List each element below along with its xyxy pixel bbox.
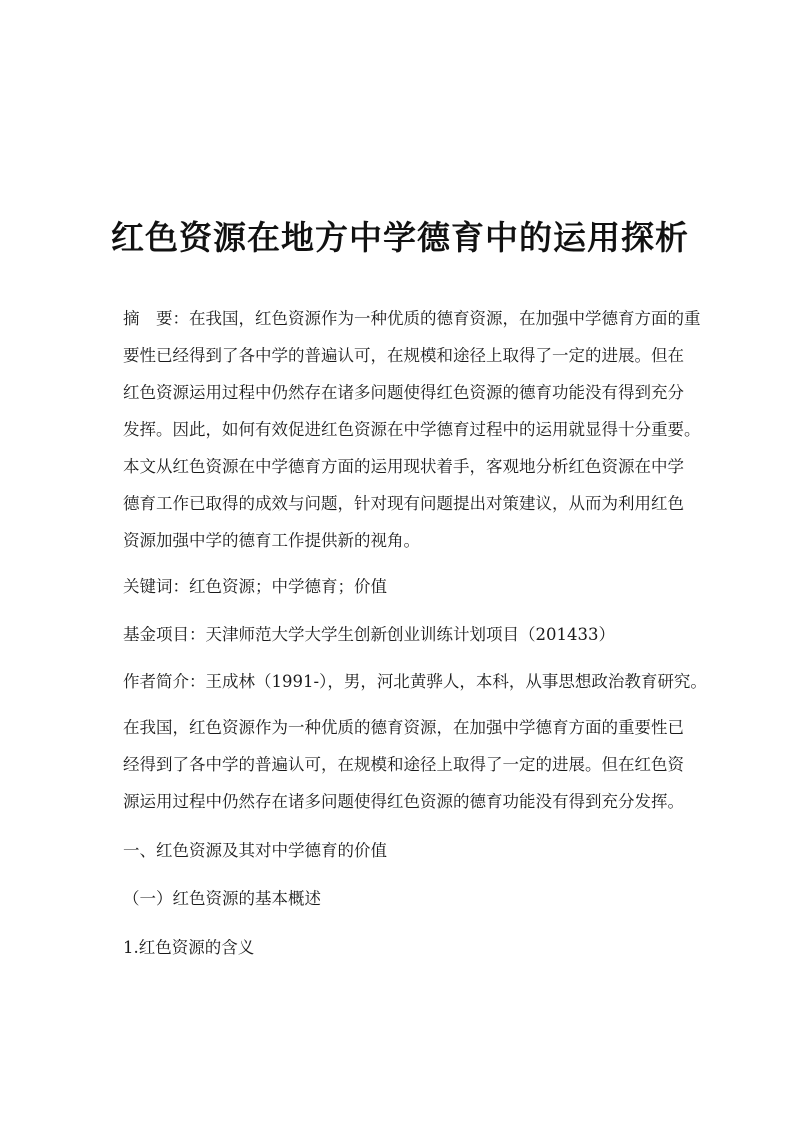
abstract-line-1: 摘 要：在我国，红色资源作为一种优质的德育资源，在加强中学德育方面的重	[123, 309, 701, 328]
abstract-line-6: 德育工作已取得的成效与问题，针对现有问题提出对策建议，从而为利用红色	[123, 494, 684, 513]
abstract-line-4: 发挥。因此，如何有效促进红色资源在中学德育过程中的运用就显得十分重要。	[123, 420, 701, 439]
intro-line-1: 在我国，红色资源作为一种优质的德育资源，在加强中学德育方面的重要性已	[123, 718, 684, 737]
keywords-line: 关键词：红色资源；中学德育；价值	[123, 577, 387, 596]
intro-line-2: 经得到了各中学的普遍认可，在规模和途径上取得了一定的进展。但在红色资	[123, 755, 684, 774]
abstract-line-2: 要性已经得到了各中学的普遍认可，在规模和途径上取得了一定的进展。但在	[123, 346, 684, 365]
abstract-line-7: 资源加强中学的德育工作提供新的视角。	[123, 531, 420, 550]
document-title: 红色资源在地方中学德育中的运用探析	[111, 218, 689, 257]
subsubsection-heading: 1.红色资源的含义	[123, 938, 255, 957]
section-heading-1: 一、红色资源及其对中学德育的价值	[123, 841, 387, 860]
abstract-line-3: 红色资源运用过程中仍然存在诸多问题使得红色资源的德育功能没有得到充分	[123, 383, 684, 402]
abstract-line-5: 本文从红色资源在中学德育方面的运用现状着手，客观地分析红色资源在中学	[123, 457, 684, 476]
fund-line: 基金项目：天津师范大学大学生创新创业训练计划项目（201433）	[123, 625, 615, 644]
author-line: 作者简介：王成林（1991-），男，河北黄骅人，本科，从事思想政治教育研究。	[123, 672, 707, 691]
intro-line-3: 源运用过程中仍然存在诸多问题使得红色资源的德育功能没有得到充分发挥。	[123, 792, 684, 811]
subsection-heading: （一）红色资源的基本概述	[123, 889, 321, 908]
